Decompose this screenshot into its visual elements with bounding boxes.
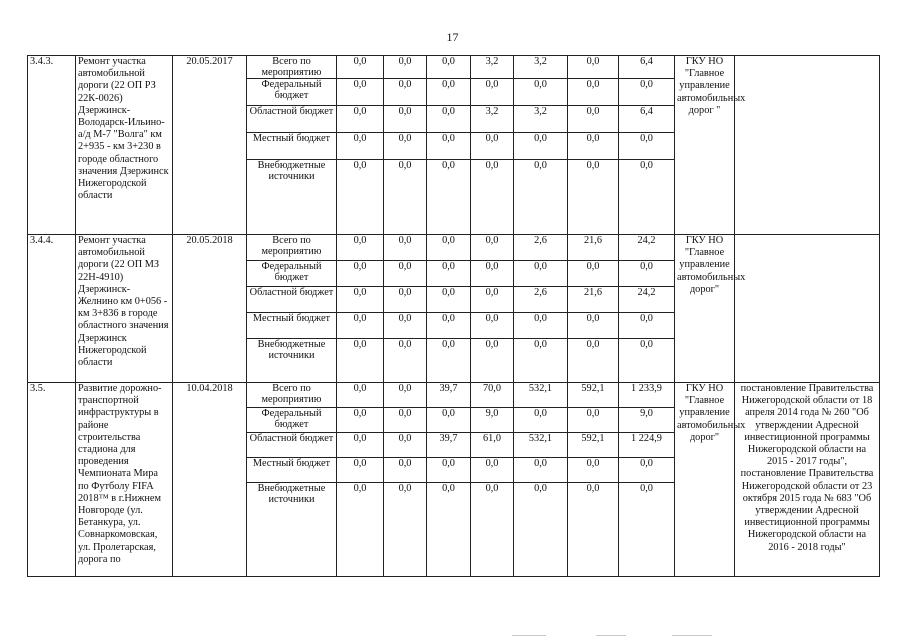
amount-cell: 1 224,9 [619, 433, 675, 458]
amount-cell: 0,0 [384, 408, 427, 433]
funding-source: Всего по мероприятию [247, 235, 337, 261]
amount-cell: 24,2 [619, 235, 675, 261]
amount-cell: 0,0 [619, 261, 675, 287]
funding-source: Внебюджетные источники [247, 339, 337, 383]
funding-source: Федеральный бюджет [247, 79, 337, 106]
amount-cell: 0,0 [337, 79, 384, 106]
amount-cell: 0,0 [568, 261, 619, 287]
amount-cell: 21,6 [568, 235, 619, 261]
amount-cell: 0,0 [384, 483, 427, 577]
amount-cell: 0,0 [514, 133, 568, 160]
amount-cell: 0,0 [384, 313, 427, 339]
amount-cell: 0,0 [337, 339, 384, 383]
row-number: 3.5. [28, 383, 76, 577]
amount-cell: 0,0 [514, 261, 568, 287]
amount-cell: 39,7 [427, 433, 471, 458]
amount-cell: 6,4 [619, 56, 675, 79]
amount-cell: 0,0 [619, 313, 675, 339]
amount-cell: 0,0 [384, 261, 427, 287]
amount-cell: 3,2 [514, 56, 568, 79]
amount-cell: 0,0 [384, 56, 427, 79]
amount-cell: 0,0 [427, 261, 471, 287]
amount-cell: 0,0 [471, 79, 514, 106]
amount-cell: 0,0 [568, 79, 619, 106]
amount-cell: 0,0 [568, 160, 619, 235]
amount-cell: 0,0 [619, 458, 675, 483]
amount-cell: 24,2 [619, 287, 675, 313]
amount-cell: 0,0 [337, 261, 384, 287]
amount-cell: 0,0 [514, 160, 568, 235]
amount-cell: 0,0 [337, 160, 384, 235]
amount-cell: 0,0 [337, 56, 384, 79]
amount-cell: 0,0 [384, 383, 427, 408]
funding-source: Всего по мероприятию [247, 56, 337, 79]
executor: ГКУ НО "Главное управление автомобильных дорог" [675, 235, 735, 383]
amount-cell: 0,0 [427, 408, 471, 433]
amount-cell: 0,0 [568, 133, 619, 160]
amount-cell: 0,0 [384, 433, 427, 458]
amount-cell: 592,1 [568, 433, 619, 458]
amount-cell: 0,0 [384, 160, 427, 235]
completion-date: 20.05.2017 [173, 56, 247, 235]
amount-cell: 0,0 [619, 133, 675, 160]
amount-cell: 0,0 [471, 339, 514, 383]
amount-cell: 0,0 [427, 287, 471, 313]
program-table [27, 55, 880, 577]
amount-cell: 0,0 [384, 79, 427, 106]
amount-cell: 0,0 [514, 79, 568, 106]
amount-cell: 0,0 [384, 106, 427, 133]
amount-cell: 0,0 [568, 106, 619, 133]
amount-cell: 0,0 [427, 458, 471, 483]
executor: ГКУ НО "Главное управление автомобильных дорог " [675, 56, 735, 235]
amount-cell: 592,1 [568, 383, 619, 408]
amount-cell: 0,0 [384, 458, 427, 483]
amount-cell: 3,2 [514, 106, 568, 133]
amount-cell: 0,0 [427, 313, 471, 339]
executor: ГКУ НО "Главное управление автомобильных дорог" [675, 383, 735, 577]
amount-cell: 0,0 [471, 483, 514, 577]
scan-artifact [672, 635, 712, 636]
amount-cell: 0,0 [514, 483, 568, 577]
object-description: Ремонт участка автомобильной дороги (22 ОП РЗ 22К-0026) Дзержинск-Володарск-Ильино-а/д М-7 "Волга" км 2+935 - км 3+230 в городе областного значения Дзержинск Нижегородской области [76, 56, 173, 235]
amount-cell: 0,0 [384, 133, 427, 160]
funding-source: Областной бюджет [247, 433, 337, 458]
scan-artifact [512, 635, 546, 636]
amount-cell: 0,0 [568, 408, 619, 433]
amount-cell: 0,0 [427, 79, 471, 106]
amount-cell: 0,0 [427, 483, 471, 577]
funding-source: Внебюджетные источники [247, 483, 337, 577]
amount-cell: 0,0 [427, 106, 471, 133]
amount-cell: 0,0 [384, 339, 427, 383]
row-number: 3.4.3. [28, 56, 76, 235]
amount-cell: 61,0 [471, 433, 514, 458]
amount-cell: 2,6 [514, 287, 568, 313]
amount-cell: 0,0 [568, 56, 619, 79]
row-number: 3.4.4. [28, 235, 76, 383]
amount-cell: 1 233,9 [619, 383, 675, 408]
amount-cell: 0,0 [568, 313, 619, 339]
amount-cell: 39,7 [427, 383, 471, 408]
amount-cell: 0,0 [337, 383, 384, 408]
amount-cell: 3,2 [471, 106, 514, 133]
funding-source: Местный бюджет [247, 458, 337, 483]
legal-basis [735, 235, 880, 383]
amount-cell: 0,0 [619, 483, 675, 577]
completion-date: 10.04.2018 [173, 383, 247, 577]
amount-cell: 0,0 [337, 287, 384, 313]
funding-source: Федеральный бюджет [247, 261, 337, 287]
amount-cell: 0,0 [337, 313, 384, 339]
amount-cell: 0,0 [427, 56, 471, 79]
amount-cell: 0,0 [384, 287, 427, 313]
amount-cell: 6,4 [619, 106, 675, 133]
amount-cell: 0,0 [427, 235, 471, 261]
amount-cell: 0,0 [427, 160, 471, 235]
amount-cell: 0,0 [384, 235, 427, 261]
amount-cell: 0,0 [471, 458, 514, 483]
amount-cell: 0,0 [568, 483, 619, 577]
legal-basis [735, 56, 880, 235]
funding-source: Местный бюджет [247, 313, 337, 339]
amount-cell: 0,0 [337, 133, 384, 160]
table-row [28, 383, 880, 408]
amount-cell: 0,0 [471, 160, 514, 235]
funding-source: Областной бюджет [247, 106, 337, 133]
amount-cell: 0,0 [514, 339, 568, 383]
completion-date: 20.05.2018 [173, 235, 247, 383]
amount-cell: 0,0 [514, 458, 568, 483]
funding-source: Всего по мероприятию [247, 383, 337, 408]
funding-source: Внебюджетные источники [247, 160, 337, 235]
funding-source: Местный бюджет [247, 133, 337, 160]
amount-cell: 9,0 [619, 408, 675, 433]
scan-artifact [596, 635, 626, 636]
amount-cell: 0,0 [471, 133, 514, 160]
amount-cell: 0,0 [337, 483, 384, 577]
amount-cell: 0,0 [337, 458, 384, 483]
amount-cell: 0,0 [471, 287, 514, 313]
table-row [28, 235, 880, 261]
amount-cell: 0,0 [568, 458, 619, 483]
amount-cell: 0,0 [471, 235, 514, 261]
page-number: 17 [446, 30, 459, 44]
amount-cell: 0,0 [619, 339, 675, 383]
table-row [28, 56, 880, 79]
amount-cell: 21,6 [568, 287, 619, 313]
amount-cell: 0,0 [337, 408, 384, 433]
amount-cell: 0,0 [514, 313, 568, 339]
amount-cell: 0,0 [427, 339, 471, 383]
amount-cell: 532,1 [514, 433, 568, 458]
amount-cell: 2,6 [514, 235, 568, 261]
amount-cell: 0,0 [337, 433, 384, 458]
legal-basis: постановление Правительства Нижегородской области от 18 апреля 2014 года № 260 "Об утверждении Адресной инвестиционной программы Нижегородской области на 2015 - 2017 годы", постановление Правительства Нижегородской области от 23 октября 2015 года № 683 "Об утверждении Адресной инвестиционной программы Нижегородской области на 2016 - 2018 годы" [735, 383, 880, 577]
amount-cell: 0,0 [568, 339, 619, 383]
amount-cell: 70,0 [471, 383, 514, 408]
funding-source: Федеральный бюджет [247, 408, 337, 433]
amount-cell: 3,2 [471, 56, 514, 79]
object-description: Развитие дорожно-транспортной инфраструктуры в районе строительства стадиона для проведения Чемпионата Мира по Футболу FIFA 2018™ в г.Нижнем Новгороде (ул. Бетанкура, ул. Совнаркомовская, ул. Пролетарская, дорога по [76, 383, 173, 577]
amount-cell: 532,1 [514, 383, 568, 408]
amount-cell: 0,0 [619, 160, 675, 235]
amount-cell: 9,0 [471, 408, 514, 433]
amount-cell: 0,0 [619, 79, 675, 106]
amount-cell: 0,0 [471, 313, 514, 339]
object-description: Ремонт участка автомобильной дороги (22 ОП МЗ 22Н-4910) Дзержинск-Желнино км 0+056 - км 3+836 в городе областного значения Дзержинск Нижегородской области [76, 235, 173, 383]
amount-cell: 0,0 [514, 408, 568, 433]
amount-cell: 0,0 [427, 133, 471, 160]
amount-cell: 0,0 [337, 106, 384, 133]
funding-source: Областной бюджет [247, 287, 337, 313]
amount-cell: 0,0 [337, 235, 384, 261]
amount-cell: 0,0 [471, 261, 514, 287]
